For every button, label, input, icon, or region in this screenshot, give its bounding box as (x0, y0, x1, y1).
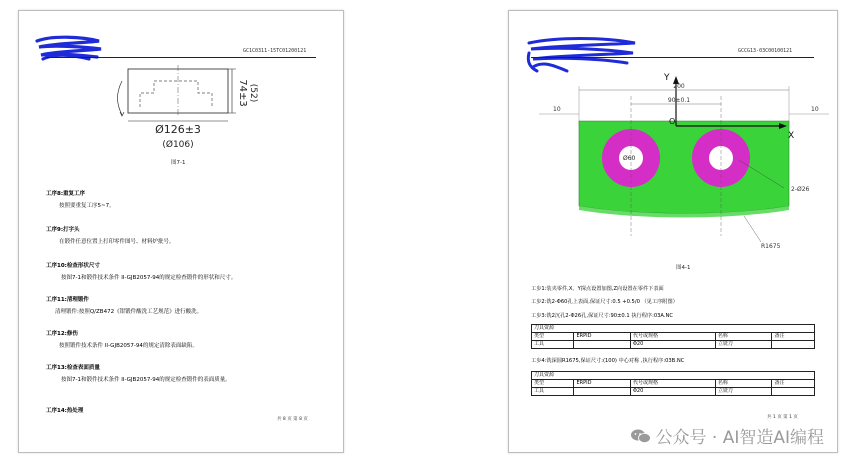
procedure-title: 工序10:检查形状尺寸 (46, 263, 100, 269)
header-rule (531, 57, 814, 58)
procedure-title: 工序14:热处理 (46, 408, 84, 414)
hole-diameter-label: 2-Ø26 (791, 186, 810, 193)
dim-width: Ø126±3 (155, 123, 201, 136)
table-row: 工具 Φ20 立铣刀 (532, 341, 815, 349)
header-rule (46, 57, 316, 58)
procedure-item (46, 363, 231, 383)
procedure-item (46, 225, 175, 245)
tool-table-2 (531, 371, 815, 396)
procedure-title: 工序9:打字头 (46, 227, 80, 233)
dim-top: 200 (673, 83, 685, 90)
redaction-scribble (33, 33, 105, 63)
procedure-title: 工序12:修伤 (46, 331, 78, 337)
watermark (630, 423, 825, 448)
step-2: 工步2:铣2-Φ60孔上表面,保证尺寸:0.5 +0.5/0 （见工序附图） (531, 299, 678, 305)
machining-drawing (539, 66, 839, 261)
right-document-page (508, 10, 838, 453)
tool-table-1 (531, 324, 815, 349)
figure-caption: 图7-1 (171, 160, 186, 166)
procedure-item (46, 189, 115, 209)
procedure-item (46, 406, 83, 414)
wechat-icon (630, 428, 652, 444)
figure-caption: 图4-1 (676, 265, 691, 271)
watermark-text: 公众号 · AI智造AI编程 (655, 428, 824, 448)
step-1: 工步1:装夹零件,X、Y探点设置加图,Z向设置在零件下表面 (531, 286, 664, 292)
procedure-body: 在锻件任意位置上打印零件图号、材料炉批号。 (59, 239, 175, 245)
step-4: 工步4:铣深圆R1675,保证尺寸:(100) 中心对称 ,执行程序:03B.NC (531, 358, 685, 364)
step-3: 工步3:铣2沉孔2-Φ26孔,保证尺寸:90±0.1 执行程序:03A.NC (531, 313, 674, 319)
procedure-title: 工序13:检查表面质量 (46, 365, 100, 371)
procedure-item (46, 261, 237, 281)
origin-label: O (669, 117, 676, 126)
rotation-arrow (118, 81, 123, 115)
doc-code: GCCG13-03C00100121 (738, 48, 793, 54)
procedure-body: 按图7-1和锻件技术条件 II-GJB2057-94的规定检查锻件的形状和尺寸。 (61, 275, 237, 281)
procedure-title: 工序8:重复工序 (46, 191, 86, 197)
table-title: 刀具资源 (532, 372, 815, 380)
procedure-body: 按图7-1和锻件技术条件 II-GJB2057-94的规定检查锻件的表面质量。 (61, 377, 231, 383)
x-axis-label: X (788, 131, 795, 141)
procedure-body: 按照要重复工序5~7。 (59, 203, 115, 209)
table-title: 刀具资源 (532, 325, 815, 333)
dim-right: 10 (811, 106, 819, 113)
arc-radius-label: R1675 (761, 243, 781, 250)
dim-left: 10 (553, 106, 561, 113)
dim-mid: 90±0.1 (667, 97, 691, 104)
table-row: 工具 Φ20 立铣刀 (532, 388, 815, 396)
dim-height: 74±3 (237, 79, 248, 107)
procedure-title: 工序11:清理锻件 (46, 297, 89, 303)
table-header: 类型 ERPID 代号或规格 名称 备注 (532, 380, 815, 388)
table-header: 类型 ERPID 代号或规格 名称 备注 (532, 333, 815, 341)
page-number: 共 8 页 第 8 页 (277, 417, 308, 422)
page-number: 共 1 页 第 1 页 (767, 415, 798, 420)
procedure-body: 按照锻件技术条件 II-GJB2057-94的规定清除表面缺陷。 (59, 343, 198, 349)
doc-code: GC1C0311-15TC01200121 (243, 48, 307, 54)
dim-height-ref: (52) (248, 83, 258, 103)
procedure-item (46, 329, 198, 349)
y-axis-label: Y (664, 73, 670, 83)
forging-drawing (114, 63, 284, 153)
dim-width-ref: (Ø106) (162, 140, 194, 150)
hole-label: Ø60 (623, 155, 636, 162)
left-document-page (18, 10, 344, 453)
procedure-item (46, 295, 203, 315)
forging-hidden-profile (140, 81, 212, 107)
procedure-body: 清理锻件:按照Q/ZB472《钳锻件酸洗工艺规范》进行酸洗。 (55, 309, 203, 315)
